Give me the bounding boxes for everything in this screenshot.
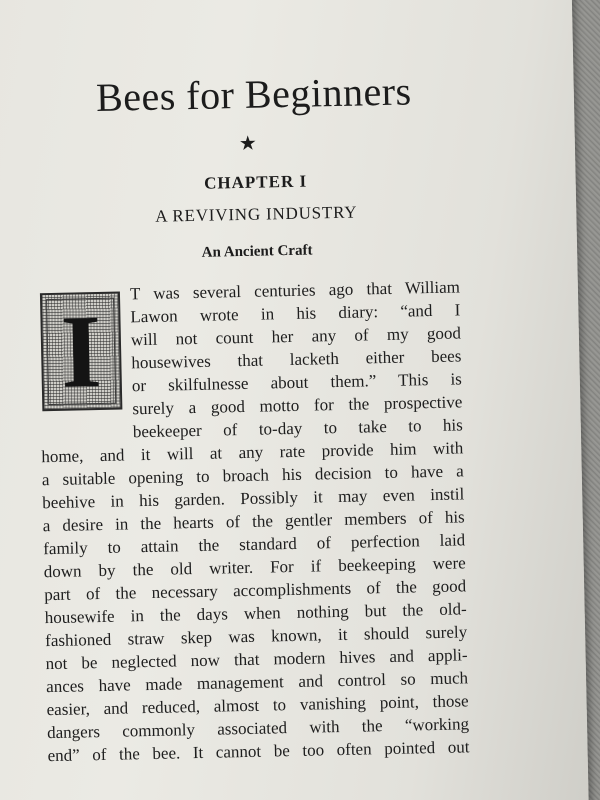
body-line: down by the old writer. For if beekeeping were	[43, 553, 466, 582]
body-line: will not count her any of my good	[130, 323, 462, 350]
body-line: family to attain the standard of perfection laid	[43, 530, 466, 559]
chapter-number: CHAPTER I	[203, 171, 308, 193]
body-line: ances have made management and control so much	[45, 668, 469, 697]
body-line: a suitable opening to broach his decision to have a	[41, 461, 464, 490]
drop-cap-letter: I	[59, 293, 103, 410]
body-line: housewife in the days when nothing but the old-	[44, 599, 467, 628]
chapter-title: A REVIVING INDUSTRY	[155, 202, 358, 226]
drop-cap-ornament	[40, 292, 122, 412]
body-line: T was several centuries ago that William	[129, 277, 461, 304]
body-line: part of the necessary accomplishments of the good	[44, 576, 467, 605]
book-title: Bees for Beginners	[95, 68, 413, 120]
body-line: home, and it will at any rate provide him with	[41, 438, 464, 467]
star-icon: ★	[238, 130, 258, 156]
body-line: easier, and reduced, almost to vanishing point, those	[46, 691, 469, 720]
body-line: end” of the bee. It cannot be too often pointed out	[47, 737, 470, 766]
section-heading: An Ancient Craft	[201, 242, 313, 261]
body-line: beekeeper of to-day to take to his	[132, 415, 463, 442]
body-line: or skilfulnesse about them.” This is	[131, 369, 463, 396]
body-line: fashioned straw skep was known, it should surely	[44, 622, 468, 651]
body-line: not be neglected now that modern hives and appli-	[45, 645, 468, 674]
body-line: a desire in the hearts of the gentler members of his	[42, 507, 465, 536]
body-line: beehive in his garden. Possibly it may even instil	[42, 484, 465, 513]
body-line: dangers commonly associated with the “working	[46, 714, 470, 743]
body-line: housewives that lacketh either bees	[131, 346, 462, 373]
body-line: surely a good motto for the prospective	[132, 392, 463, 419]
body-line: Lawon wrote in his diary: “and I	[130, 300, 461, 327]
